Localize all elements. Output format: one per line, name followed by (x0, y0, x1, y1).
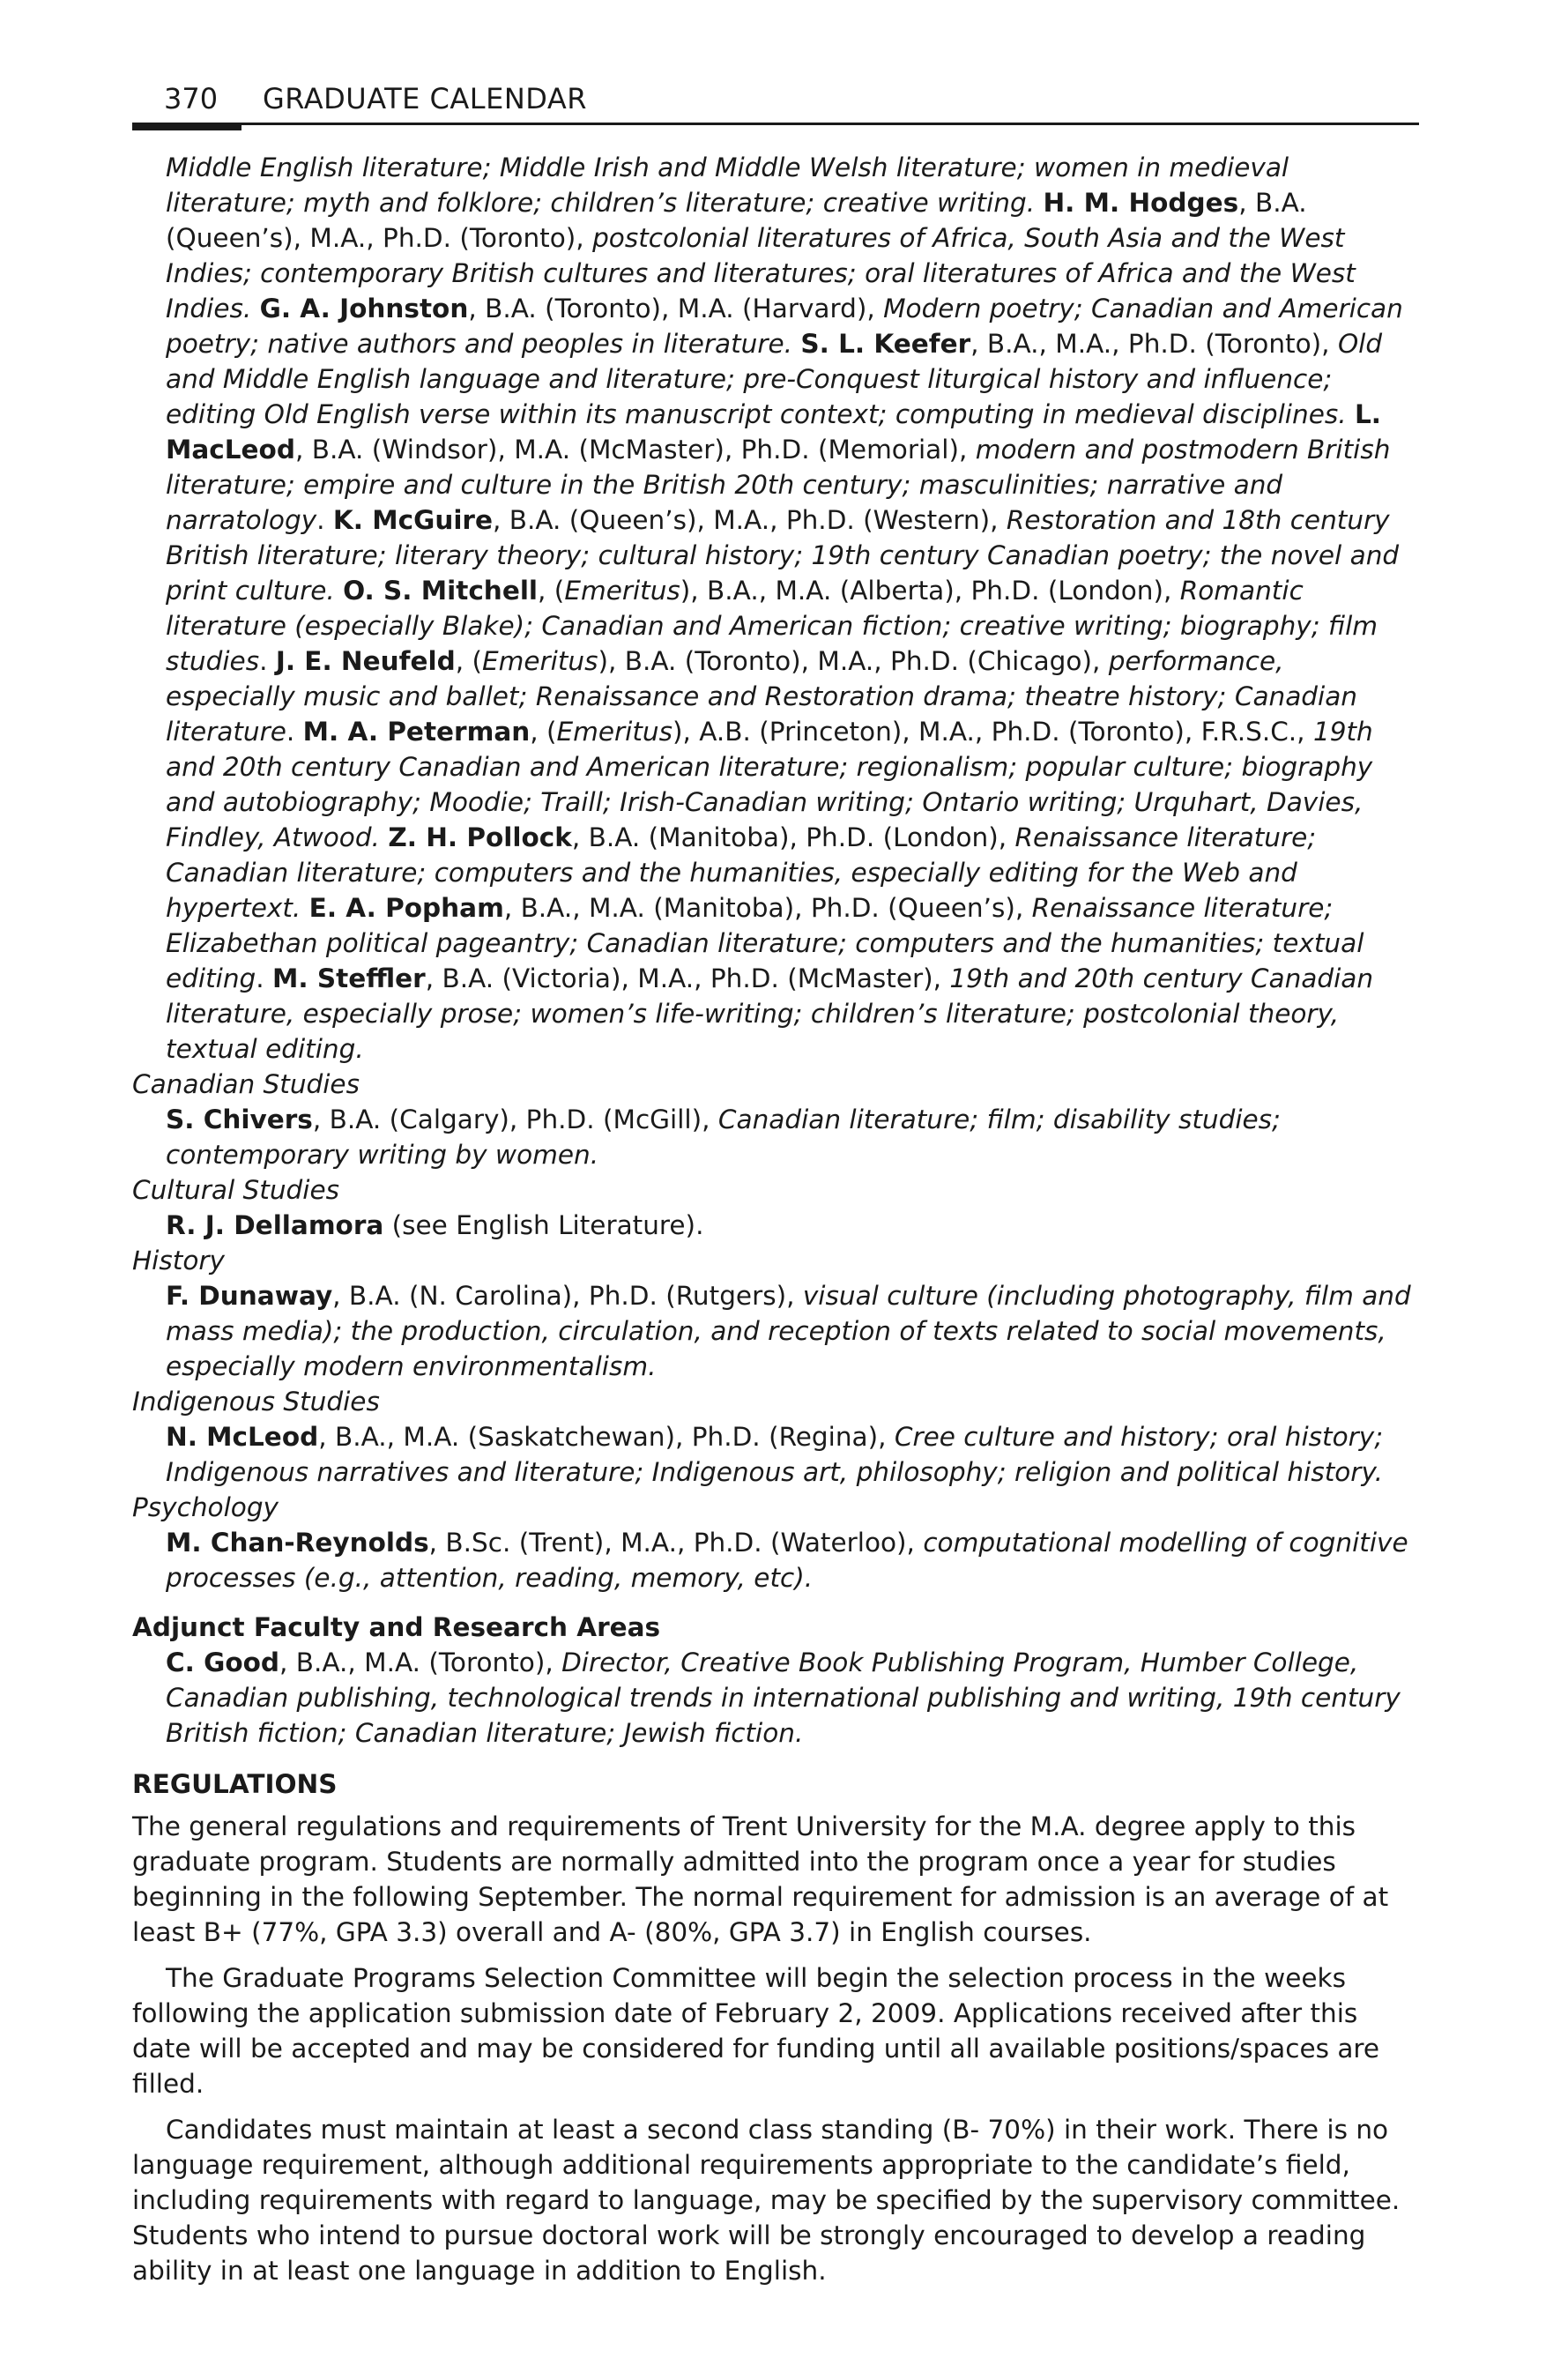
research-areas: 19th and 20th century Canadian literature, especially prose; women’s life-writing; children’s literature; postcolonial theory, textual editing. (166, 963, 1374, 1064)
credentials: , B.A., M.A. (Manitoba), Ph.D. (Queen’s), (503, 893, 1032, 923)
regulations-paragraph: Candidates must maintain at least a second class standing (B- 70%) in their work. There is no language requirement, although additional requirements appropriate to the candidate’s field, including requirements with regard to language, may be specified by the supervisory committee. Students who intend to pursue doctoral work will be strongly encouraged to develop a reading ability in at least one language in addition to English. (132, 2115, 1401, 2286)
adjunct-section (132, 1610, 1419, 1751)
faculty-name: G. A. Johnston (259, 294, 469, 324)
area-psychology (132, 1490, 1419, 1595)
area-label: Canadian Studies (132, 1069, 360, 1099)
credentials: ), A.B. (Princeton), M.A., Ph.D. (Toronto), F.R.S.C., (672, 717, 1313, 747)
credentials: , B.A. (Calgary), Ph.D. (McGill), (312, 1104, 718, 1134)
area-canadian-studies (132, 1067, 1419, 1172)
faculty-entry (166, 1102, 1419, 1172)
faculty-entry (166, 1525, 1419, 1595)
research-areas: Romantic literature (especially Blake); Canadian and American fiction; creative writing; biography; film studies (166, 576, 1378, 676)
research-areas: postcolonial literatures of Africa, South Asia and the West Indies; contemporary British cultures and literatures; oral literatures of Africa and the West Indies. (166, 223, 1356, 324)
header-rule-accent (132, 123, 241, 130)
header-rule (132, 123, 1419, 125)
faculty-entry (166, 1278, 1419, 1384)
credentials: , ( (530, 717, 557, 747)
area-label: History (132, 1246, 225, 1276)
credentials: , B.A. (N. Carolina), Ph.D. (Rutgers), (332, 1281, 803, 1311)
research-areas: Emeritus (481, 646, 598, 676)
running-title: GRADUATE CALENDAR (263, 82, 587, 115)
credentials: , B.Sc. (Trent), M.A., Ph.D. (Waterloo), (428, 1528, 924, 1558)
faculty-name: L. MacLeod (166, 399, 1382, 465)
area-indigenous-studies (132, 1384, 1419, 1490)
credentials: , ( (538, 576, 565, 606)
research-areas: Renaissance literature; Canadian literature; computers and the humanities, especially editing for the Web and hypertext. (166, 822, 1317, 923)
area-label: Psychology (132, 1492, 279, 1522)
research-areas: Middle English literature; Middle Irish and Middle Welsh literature; women in medieval literature; myth and folklore; children’s literature; creative writing. (166, 152, 1289, 218)
research-areas: Emeritus (564, 576, 680, 606)
faculty-name: F. Dunaway (166, 1281, 333, 1311)
credentials: , B.A. (Queen’s), M.A., Ph.D. (Western), (492, 505, 1007, 535)
credentials: . (286, 717, 303, 747)
credentials: , B.A., M.A., Ph.D. (Toronto), (970, 329, 1338, 359)
credentials (380, 822, 388, 852)
area-label: Indigenous Studies (132, 1387, 380, 1417)
research-areas: Modern poetry; Canadian and American poetry; native authors and peoples in literature. (166, 294, 1403, 359)
research-areas: Canadian literature; film; disability studies; contemporary writing by women. (166, 1104, 1281, 1170)
faculty-name: M. Steffler (272, 963, 426, 993)
credentials: , B.A. (Victoria), M.A., Ph.D. (McMaster), (425, 963, 950, 993)
faculty-name: E. A. Popham (308, 893, 504, 923)
credentials: , B.A., M.A. (Saskatchewan), Ph.D. (Regina), (318, 1422, 895, 1452)
research-areas: performance, especially music and ballet; Renaissance and Restoration drama; theatre history; Canadian literature (166, 646, 1357, 747)
credentials: . (316, 505, 333, 535)
area-cultural-studies (132, 1172, 1419, 1243)
faculty-name: S. Chivers (166, 1104, 313, 1134)
faculty-name: O. S. Mitchell (343, 576, 539, 606)
credentials: , ( (455, 646, 482, 676)
credentials: , B.A. (Windsor), M.A. (McMaster), Ph.D. (Memorial), (294, 435, 976, 465)
page-header (132, 81, 1419, 123)
faculty-name: M. Chan-Reynolds (166, 1528, 429, 1558)
credentials: . (256, 963, 273, 993)
faculty-name: S. L. Keefer (800, 329, 971, 359)
adjunct-entry (166, 1645, 1419, 1751)
research-areas: Emeritus (556, 717, 672, 747)
research-areas: visual culture (including photography, film and mass media); the production, circulation, and reception of texts related to social movements, especially modern environmentalism. (166, 1281, 1411, 1381)
regulations-paragraph: The general regulations and requirements of Trent University for the M.A. degree apply to this graduate program. Students are normally admitted into the program once a year for studies beginning in the following September. The normal requirement for admission is an average of at least B+ (77%, GPA 3.3) overall and A- (80%, GPA 3.7) in English courses. (132, 1811, 1389, 1947)
faculty-name: C. Good (166, 1647, 279, 1677)
credentials: , B.A. (Toronto), M.A. (Harvard), (468, 294, 884, 324)
faculty-name: Z. H. Pollock (388, 822, 572, 852)
credentials (301, 893, 308, 923)
regulations-heading: REGULATIONS (132, 1769, 338, 1799)
credentials (335, 576, 343, 606)
credentials: ), B.A. (Toronto), M.A., Ph.D. (Chicago), (598, 646, 1109, 676)
faculty-name: R. J. Dellamora (166, 1210, 384, 1240)
regulations-paragraph: The Graduate Programs Selection Committee will begin the selection process in the weeks following the application submission date of February 2, 2009. Applications received after this date will be accepted and may be considered for funding until all available positions/spaces are filled. (132, 1963, 1380, 2099)
research-areas: Renaissance literature; Elizabethan political pageantry; Canadian literature; computers and the humanities; textual editing (166, 893, 1364, 993)
faculty-english-continued (166, 150, 1419, 1067)
research-areas: Old and Middle English language and literature; pre-Conquest liturgical history and influence; editing Old English verse within its manuscript context; computing in medieval disciplines. (166, 329, 1383, 429)
credentials: (see English Literature). (383, 1210, 704, 1240)
research-areas: 19th and 20th century Canadian and American literature; regionalism; popular culture; biography and autobiography; Moodie; Traill; Irish-Canadian writing; Ontario writing; Urquhart, Davies, Findley, Atwood. (166, 717, 1373, 852)
research-areas: Restoration and 18th century British literature; literary theory; cultural history; 19th century Canadian poetry; the novel and print culture. (166, 505, 1400, 606)
page-content (132, 150, 1419, 2288)
credentials: , B.A., M.A. (Toronto), (279, 1647, 562, 1677)
faculty-name: H. M. Hodges (1043, 188, 1239, 218)
credentials (251, 294, 259, 324)
faculty-entry (166, 1208, 1419, 1243)
credentials (1347, 399, 1355, 429)
adjunct-heading: Adjunct Faculty and Research Areas (132, 1612, 661, 1642)
area-label: Cultural Studies (132, 1175, 339, 1205)
credentials (792, 329, 800, 359)
faculty-name: K. McGuire (332, 505, 493, 535)
regulations-section (132, 1766, 1419, 2288)
faculty-name: M. A. Peterman (302, 717, 531, 747)
faculty-entry (166, 1419, 1419, 1490)
credentials: . (259, 646, 276, 676)
research-areas: Cree culture and history; oral history; Indigenous narratives and literature; Indigenous art, philosophy; religion and political history. (166, 1422, 1384, 1487)
faculty-name: N. McLeod (166, 1422, 319, 1452)
credentials: ), B.A., M.A. (Alberta), Ph.D. (London), (680, 576, 1180, 606)
research-areas: computational modelling of cognitive processes (e.g., attention, reading, memory, etc). (166, 1528, 1408, 1593)
faculty-name: J. E. Neufeld (275, 646, 456, 676)
page-number: 370 (164, 82, 219, 115)
credentials: , B.A. (Manitoba), Ph.D. (London), (571, 822, 1015, 852)
area-history (132, 1243, 1419, 1384)
research-areas: Director, Creative Book Publishing Program, Humber College, Canadian publishing, technological trends in international publishing and writing, 19th century British fiction; Canadian literature; Jewish fiction. (166, 1647, 1401, 1748)
research-areas: modern and postmodern British literature; empire and culture in the British 20th century; masculinities; narrative and narratology (166, 435, 1391, 535)
credentials: , B.A. (Queen’s), M.A., Ph.D. (Toronto), (166, 188, 1307, 253)
